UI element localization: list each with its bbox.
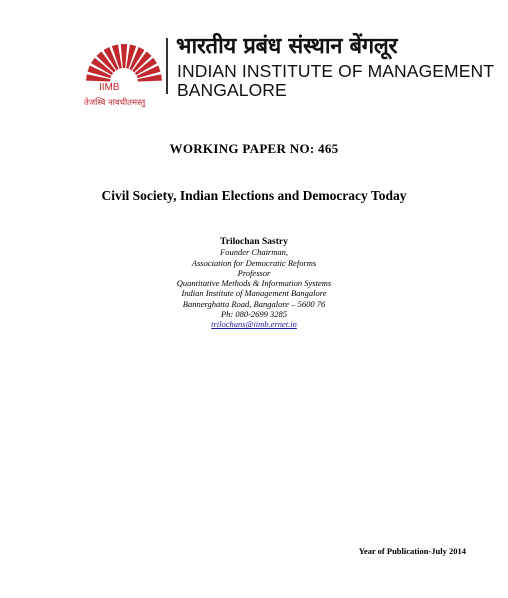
author-affiliation-line: Association for Democratic Reforms [191, 257, 317, 268]
author-email-link[interactable]: trilochans@iimb.ernet.in [211, 319, 297, 330]
institute-name-english-line2: BANGALORE [177, 80, 287, 100]
iimb-logo [86, 38, 162, 98]
author-affiliation-line: Founder Chairman, [220, 247, 288, 258]
institute-motto: तेजस्वि नावधीतमस्तु [84, 98, 146, 108]
paper-title: Civil Society, Indian Elections and Democracy Today [101, 188, 407, 203]
author-affiliation-line: Bannerghatta Road, Bangalore – 5600 76 [182, 298, 326, 309]
author-affiliation-line: Quantitative Methods & Information Systems [176, 278, 332, 289]
publication-date: Year of Publication-July 2014 [358, 546, 466, 556]
author-name: Trilochan Sastry [220, 237, 288, 247]
author-phone: Ph: 080-2699 3285 [220, 309, 288, 320]
institute-name-english-line1: INDIAN INSTITUTE OF MANAGEMENT [177, 61, 495, 81]
author-block [0, 237, 508, 330]
logo-ray [121, 44, 128, 68]
logo-text: IIMB [99, 82, 120, 93]
author-affiliation-line: Professor [237, 267, 271, 278]
institute-name-hindi: भारतीय प्रबंध संस्थान बेंगलूर [176, 34, 398, 59]
logo-divider [166, 38, 168, 94]
author-affiliation-line: Indian Institute of Management Bangalore [181, 288, 327, 299]
iimb-logo-graphic [86, 38, 162, 98]
working-paper-number: WORKING PAPER NO: 465 [169, 141, 339, 156]
